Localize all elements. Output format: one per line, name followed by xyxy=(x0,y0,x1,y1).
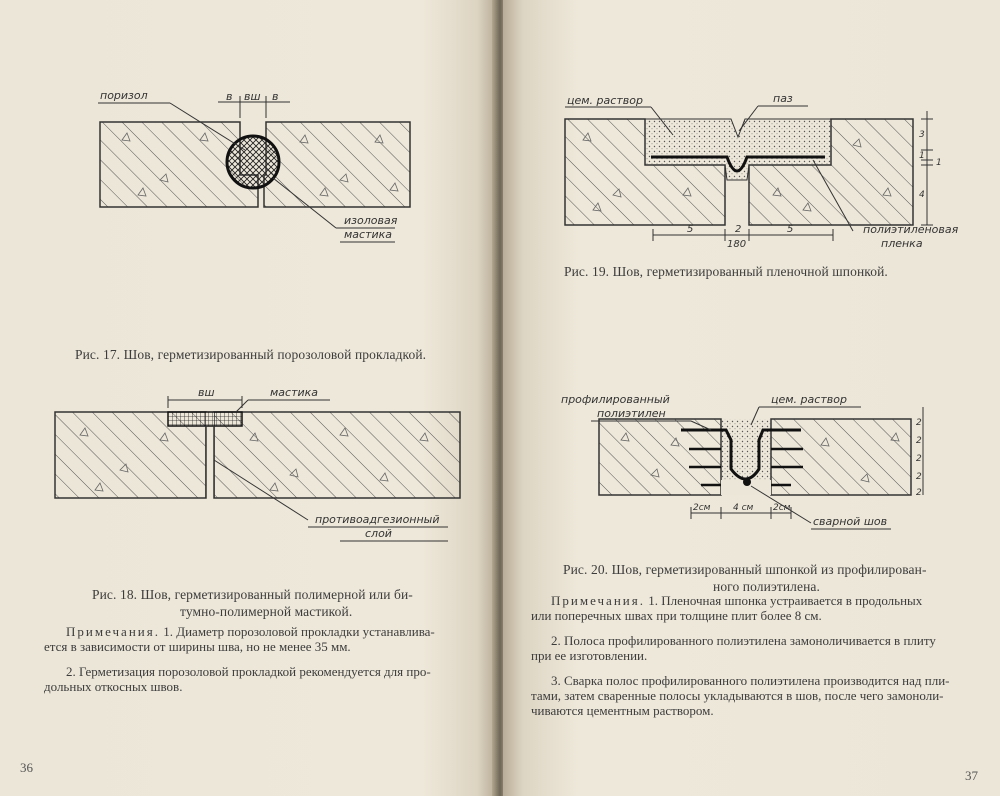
fig20-dim-r2c: 2 xyxy=(916,454,922,464)
right-note2-line1: 2. Полоса профилированного полиэтилена замоноличивается в плиту xyxy=(551,633,936,648)
right-note3-line1: 3. Сварка полос профилированного полиэтилена производится над пли- xyxy=(551,673,950,688)
fig20-dim-r2b: 2 xyxy=(916,436,922,446)
right-page xyxy=(503,0,1000,796)
right-note1-line2: или поперечных швах при толщине плит более 8 см. xyxy=(531,608,822,623)
fig19-dim-5a: 5 xyxy=(687,224,694,235)
fig19-label-film-1: полиэтиленовая xyxy=(863,223,959,236)
fig20-caption xyxy=(563,561,983,595)
fig20-cement-fill xyxy=(721,419,771,480)
fig19-label-film-2: пленка xyxy=(881,237,923,250)
fig17-label-porizol: поризол xyxy=(100,89,148,102)
left-note2-line2: дольных откосных швов. xyxy=(44,679,183,694)
fig18-label-mastic: мастика xyxy=(270,386,319,399)
left-note2-line1: 2. Герметизация порозоловой прокладкой рекомендуется для про- xyxy=(66,664,431,679)
fig17-slab-right xyxy=(264,122,410,207)
fig20-dim-r2a: 2 xyxy=(916,418,922,428)
right-page-number: 37 xyxy=(965,768,978,783)
fig19-dim-r4: 4 xyxy=(919,190,925,200)
fig17-label-b2: в xyxy=(272,90,279,103)
right-note3-line3: чиваются цементным раствором. xyxy=(531,703,714,718)
figure-19-drawing xyxy=(553,85,993,255)
fig18-label-vsh: вш xyxy=(198,386,215,399)
fig18-caption-line2: тумно-полимерной мастикой. xyxy=(180,604,353,619)
fig17-label-mastic-1: изоловая xyxy=(344,214,398,227)
fig19-label-groove: паз xyxy=(773,92,793,105)
fig19-dim-180: 180 xyxy=(727,239,747,250)
fig20-dim-2b: 2см xyxy=(773,503,791,513)
fig19-label-cement: цем. раствор xyxy=(567,94,643,107)
fig18-label-layer-1: противоадгезионный xyxy=(315,513,440,526)
left-note1-line1: 1. Диаметр порозоловой прокладки устанавлива- xyxy=(159,624,435,639)
fig20-dim-r2d: 2 xyxy=(916,472,922,482)
fig20-dim-r2e: 2 xyxy=(916,488,922,498)
figure-20-drawing xyxy=(561,385,991,535)
fig19-dim-r3: 3 xyxy=(919,130,925,140)
fig19-dim-5b: 5 xyxy=(787,224,794,235)
left-page-number: 36 xyxy=(20,760,33,775)
right-notes xyxy=(531,593,981,718)
fig19-dim-r1a: 1 xyxy=(919,151,925,161)
fig18-slab-right xyxy=(214,412,460,498)
fig20-dim-2a: 2см xyxy=(693,503,711,513)
fig20-dim-4: 4 см xyxy=(733,503,754,513)
fig17-label-b1: в xyxy=(226,90,233,103)
fig17-caption: Рис. 17. Шов, герметизированный порозоловой прокладкой. xyxy=(75,347,427,362)
figure-17-drawing xyxy=(40,80,460,250)
right-note1-line1: 1. Пленочная шпонка устраивается в продольных xyxy=(644,593,923,608)
fig20-label-cement: цем. раствор xyxy=(771,393,847,406)
fig20-caption-line1: Рис. 20. Шов, герметизированный шпонкой из профилирован- xyxy=(563,562,927,577)
figure-18-drawing xyxy=(40,380,460,545)
left-notes-heading: Примечания. xyxy=(66,624,160,639)
right-notes-heading: Примечания. xyxy=(551,593,645,608)
fig20-label-weld: сварной шов xyxy=(813,515,888,528)
right-note2-line2: при ее изготовлении. xyxy=(531,648,648,663)
fig17-label-vsh: вш xyxy=(244,90,261,103)
fig19-dim-2: 2 xyxy=(735,224,742,235)
fig20-weld-point xyxy=(743,478,751,486)
fig20-caption-line2: ного полиэтилена. xyxy=(713,579,820,594)
fig18-caption xyxy=(92,586,462,620)
left-notes xyxy=(44,624,474,694)
fig20-label-prof-1: профилированный xyxy=(561,393,670,406)
fig18-label-layer-2: слой xyxy=(365,527,392,540)
fig18-mastic-layer xyxy=(168,412,242,426)
fig17-label-mastic-2: мастика xyxy=(344,228,393,241)
fig19-dim-r1b: 1 xyxy=(936,158,942,168)
fig20-label-prof-2: полиэтилен xyxy=(597,407,666,420)
right-note3-line2: тами, затем сваренные полосы укладываются в шов, после чего замоноли- xyxy=(531,688,944,703)
left-page xyxy=(0,0,497,796)
fig19-caption: Рис. 19. Шов, герметизированный пленочной шпонкой. xyxy=(564,264,888,279)
left-note1-line2: ется в зависимости от ширины шва, но не менее 35 мм. xyxy=(44,639,351,654)
fig18-caption-line1: Рис. 18. Шов, герметизированный полимерной или би- xyxy=(92,587,413,602)
